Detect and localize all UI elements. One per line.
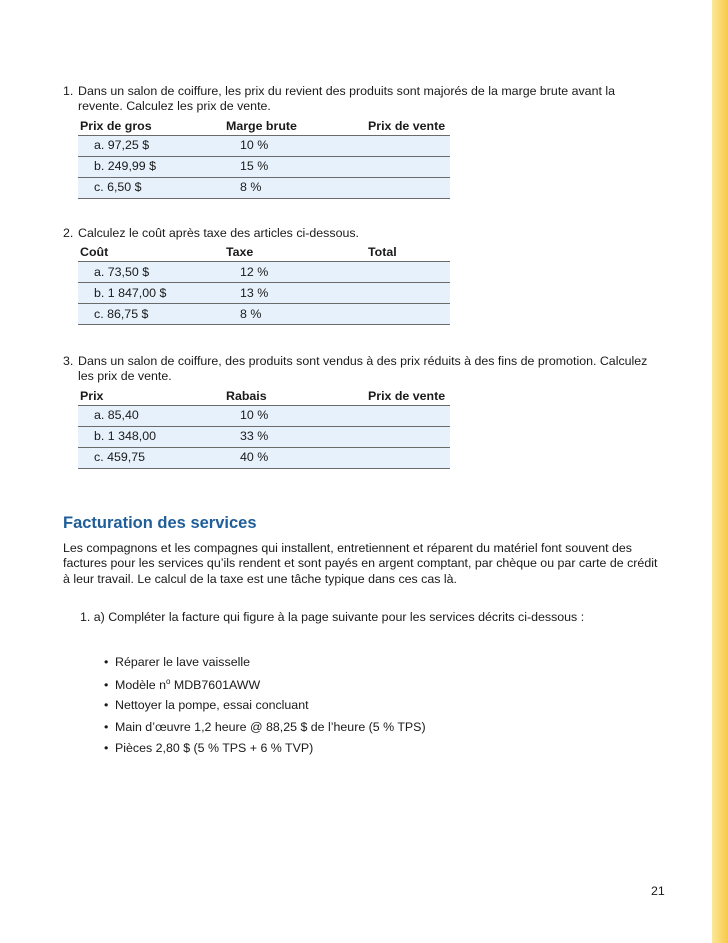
table-row	[78, 427, 450, 448]
table-cell: 40 %	[240, 450, 269, 465]
table-header	[78, 119, 450, 136]
list-item-text: Modèle n	[115, 677, 166, 692]
table-cell: 8 %	[240, 180, 262, 195]
table-cell: a. 73,50 $	[94, 264, 150, 279]
page-number: 21	[651, 884, 665, 898]
table-cell: b. 1 348,00	[94, 429, 157, 444]
table-cell: 10 %	[240, 138, 269, 153]
bullet-icon: •	[104, 698, 109, 712]
section-title: Facturation des services	[63, 514, 257, 532]
column-header: Rabais	[226, 388, 267, 403]
table-row	[78, 304, 450, 325]
list-item-text: Main d’œuvre 1,2 heure @ 88,25 $ de l’heure (5 % TPS)	[115, 719, 426, 734]
table-cell: 13 %	[240, 285, 269, 300]
table-cell: 33 %	[240, 429, 269, 444]
table-cell: b. 1 847,00 $	[94, 285, 167, 300]
table-cell: c. 86,75 $	[94, 306, 149, 321]
table-row	[78, 178, 450, 199]
task-instruction: 1. a) Compléter la facture qui figure à la page suivante pour les services décrits ci-dessous :	[80, 610, 585, 624]
table-header	[78, 389, 450, 406]
column-header: Taxe	[226, 245, 254, 260]
page-edge-strip	[712, 0, 728, 943]
table-row	[78, 448, 450, 469]
table-row	[78, 136, 450, 157]
list-item	[104, 741, 426, 763]
bullet-icon: •	[104, 655, 109, 669]
superscript: o	[165, 676, 171, 686]
table-cell: a. 85,40	[94, 408, 139, 423]
table-cell: c. 459,75	[94, 450, 145, 465]
service-list	[104, 655, 426, 763]
exercise-instructions: Dans un salon de coiffure, les prix du revient des produits sont majorés de la marge brute avant la revente. Calculez les prix de vente.	[78, 84, 615, 114]
table-row	[78, 157, 450, 178]
model-number: MDB7601AWW	[170, 677, 261, 692]
column-header: Prix de vente	[368, 118, 446, 133]
list-item	[104, 698, 426, 720]
table-row	[78, 406, 450, 427]
exercise-instructions: Dans un salon de coiffure, des produits sont vendus à des prix réduits à des fins de promotion. Calculez les prix de vente.	[78, 354, 648, 384]
section-paragraph: Les compagnons et les compagnes qui installent, entretiennent et réparent du matériel font souvent des factures pour les services qu’ils rendent et sont payés en argent comptant, par chèque ou par carte de crédit à leur travail. Le calcul de la taxe est une tâche typique dans ces cas là.	[63, 541, 658, 586]
list-item-text: Pièces 2,80 $ (5 % TPS + 6 % TVP)	[115, 741, 314, 755]
exercise-number: 1.	[63, 84, 74, 98]
table-cell: b. 249,99 $	[94, 159, 157, 174]
exercise-table	[78, 245, 450, 325]
bullet-icon: •	[104, 741, 109, 755]
list-item-text: Réparer le lave vaisselle	[115, 655, 250, 669]
table-cell: a. 97,25 $	[94, 138, 150, 153]
list-item-text: Nettoyer la pompe, essai concluant	[115, 698, 309, 712]
column-header: Prix	[80, 388, 104, 403]
table-cell: 12 %	[240, 264, 269, 279]
exercise-table	[78, 389, 450, 469]
list-item	[104, 655, 426, 677]
exercise-2	[63, 226, 663, 325]
bullet-icon: •	[104, 677, 109, 692]
list-item	[104, 677, 426, 699]
column-header: Prix de gros	[80, 118, 152, 133]
bullet-icon: •	[104, 719, 109, 734]
exercise-table	[78, 119, 450, 199]
column-header: Marge brute	[226, 118, 297, 133]
exercise-instructions: Calculez le coût après taxe des articles ci-dessous.	[78, 226, 359, 240]
column-header: Total	[368, 245, 397, 260]
table-cell: 8 %	[240, 306, 262, 321]
table-cell: 15 %	[240, 159, 269, 174]
exercise-number: 2.	[63, 226, 74, 240]
column-header: Prix de vente	[368, 388, 446, 403]
exercise-1	[63, 84, 663, 199]
column-header: Coût	[80, 245, 109, 260]
table-cell: c. 6,50 $	[94, 180, 142, 195]
table-row	[78, 283, 450, 304]
table-cell: 10 %	[240, 408, 269, 423]
table-row	[78, 262, 450, 283]
exercise-number: 3.	[63, 354, 74, 368]
exercise-3	[63, 354, 663, 469]
table-header	[78, 245, 450, 262]
list-item	[104, 720, 426, 742]
